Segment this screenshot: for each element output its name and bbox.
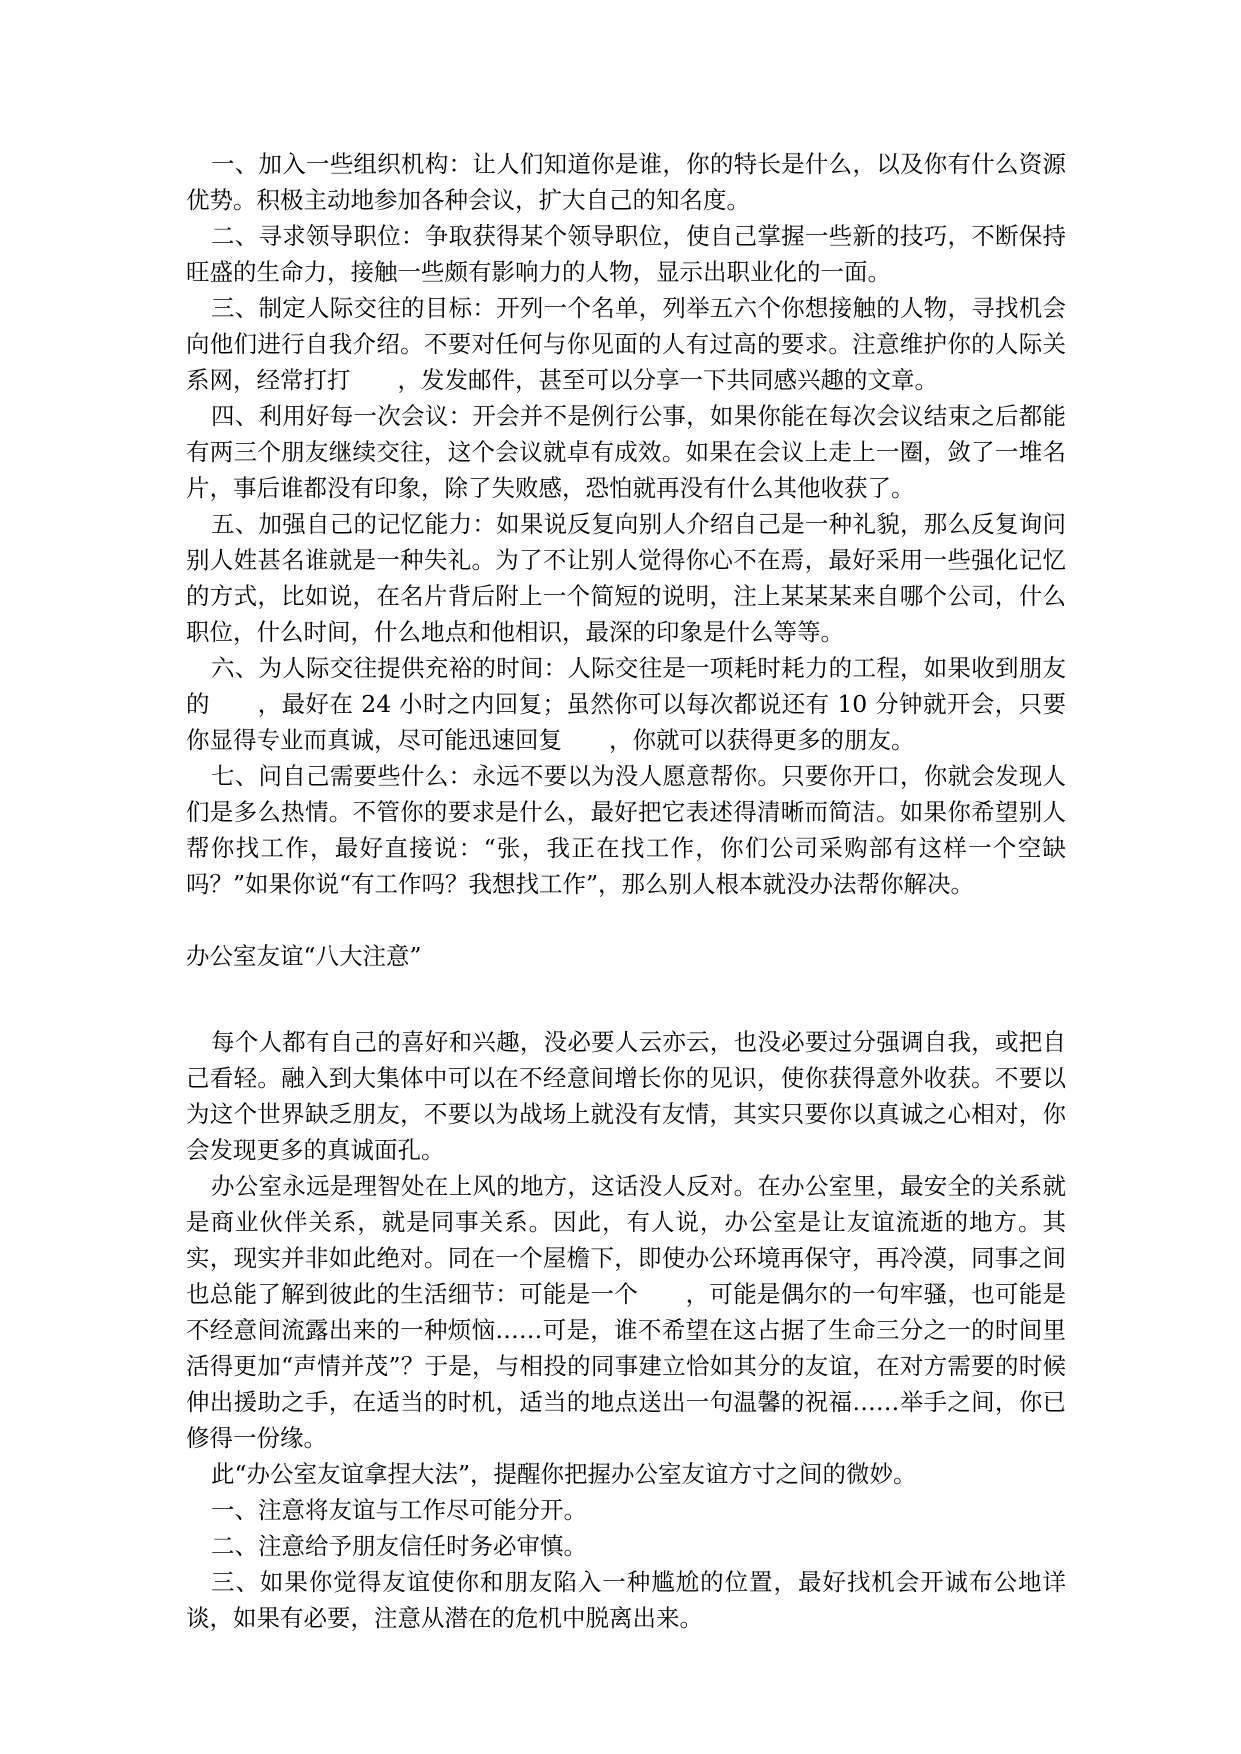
spacer [186, 902, 1066, 938]
paragraph-seek-leadership: 二、寻求领导职位：争取获得某个领导职位，使自己掌握一些新的技巧，不断保持旺盛的生命力，接触一些颇有影响力的人物，显示出职业化的一面。 [186, 222, 1066, 286]
paragraph-memory: 五、加强自己的记忆能力：如果说反复向别人介绍自己是一种礼貌，那么反复询问别人姓甚名谁就是一种失礼。为了不让别人觉得你心不在焉，最好采用一些强化记忆的方式，比如说，在名片背后附上一个简短的说明，注上某某某来自哪个公司，什么职位，什么时间，什么地点和他相识，最深的印象是什么等等。 [186, 510, 1066, 646]
spacer [186, 974, 1066, 1010]
spacer [186, 1010, 1066, 1024]
paragraph-join-organizations: 一、加入一些组织机构：让人们知道你是谁，你的特长是什么，以及你有什么资源优势。积极主动地参加各种会议，扩大自己的知名度。 [186, 150, 1066, 214]
paragraph-use-meetings: 四、利用好每一次会议：开会并不是例行公事，如果你能在每次会议结束之后都能有两三个朋友继续交往，这个会议就卓有成效。如果在会议上走上一圈，敛了一堆名片，事后谁都没有印象，除了失败感，恐怕就再没有什么其他收获了。 [186, 402, 1066, 502]
document-body [186, 146, 1066, 1636]
list-item: 二、注意给予朋友信任时务必审慎。 [211, 1532, 587, 1560]
paragraph-hobbies: 每个人都有自己的喜好和兴趣，没必要人云亦云，也没必要过分强调自我，或把自己看轻。融入到大集体中可以在不经意间增长你的见识，使你获得意外收获。不要以为这个世界缺乏朋友，不要以为战场上就没有友情，其实只要你以真诚之心相对，你会发现更多的真诚面孔。 [186, 1028, 1066, 1164]
list-item: 三、如果你觉得友谊使你和朋友陷入一种尴尬的位置，最好找机会开诚布公地详谈，如果有必要，注意从潜在的危机中脱离出来。 [186, 1568, 1066, 1632]
paragraph-set-goals: 三、制定人际交往的目标：开列一个名单，列举五六个你想接触的人物，寻找机会向他们进行自我介绍。不要对任何与你见面的人有过高的要求。注意维护你的人际关系网，经常打打 ，发发邮件，甚至可以分享一下共同感兴趣的文章。 [186, 294, 1066, 394]
paragraph-time: 六、为人际交往提供充裕的时间：人际交往是一项耗时耗力的工程，如果收到朋友的 ，最好在 24 小时之内回复；虽然你可以每次都说还有 10 分钟就开会，只要你显得专业而真诚，尽可能迅速回复 ，你就可以获得更多的朋友。 [186, 654, 1066, 754]
list-item: 一、注意将友谊与工作尽可能分开。 [211, 1496, 587, 1524]
paragraph-intro-rules: 此“办公室友谊拿捏大法”，提醒你把握办公室友谊方寸之间的微妙。 [211, 1460, 917, 1488]
section-title: 办公室友谊“八大注意” [186, 942, 422, 970]
paragraph-office-reason: 办公室永远是理智处在上风的地方，这话没人反对。在办公室里，最安全的关系就是商业伙伴关系，就是同事关系。因此，有人说，办公室是让友谊流逝的地方。其实，现实并非如此绝对。同在一个屋檐下，即使办公环境再保守，再冷漠，同事之间也总能了解到彼此的生活细节：可能是一个 ，可能是偶尔的一句牢骚，也可能是不经意间流露出来的一种烦恼……可是，谁不希望在这占据了生命三分之一的时间里活得更加“声情并茂”？于是，与相投的同事建立恰如其分的友谊，在对方需要的时候伸出援助之手，在适当的时机，适当的地点送出一句温馨的祝福……举手之间，你已修得一份缘。 [186, 1172, 1066, 1452]
paragraph-ask-needs: 七、问自己需要些什么：永远不要以为没人愿意帮你。只要你开口，你就会发现人们是多么热情。不管你的要求是什么，最好把它表述得清晰而简洁。如果你希望别人帮你找工作，最好直接说：“张，我正在找工作，你们公司采购部有这样一个空缺吗？”如果你说“有工作吗？我想找工作”，那么别人根本就没办法帮你解决。 [186, 762, 1066, 898]
